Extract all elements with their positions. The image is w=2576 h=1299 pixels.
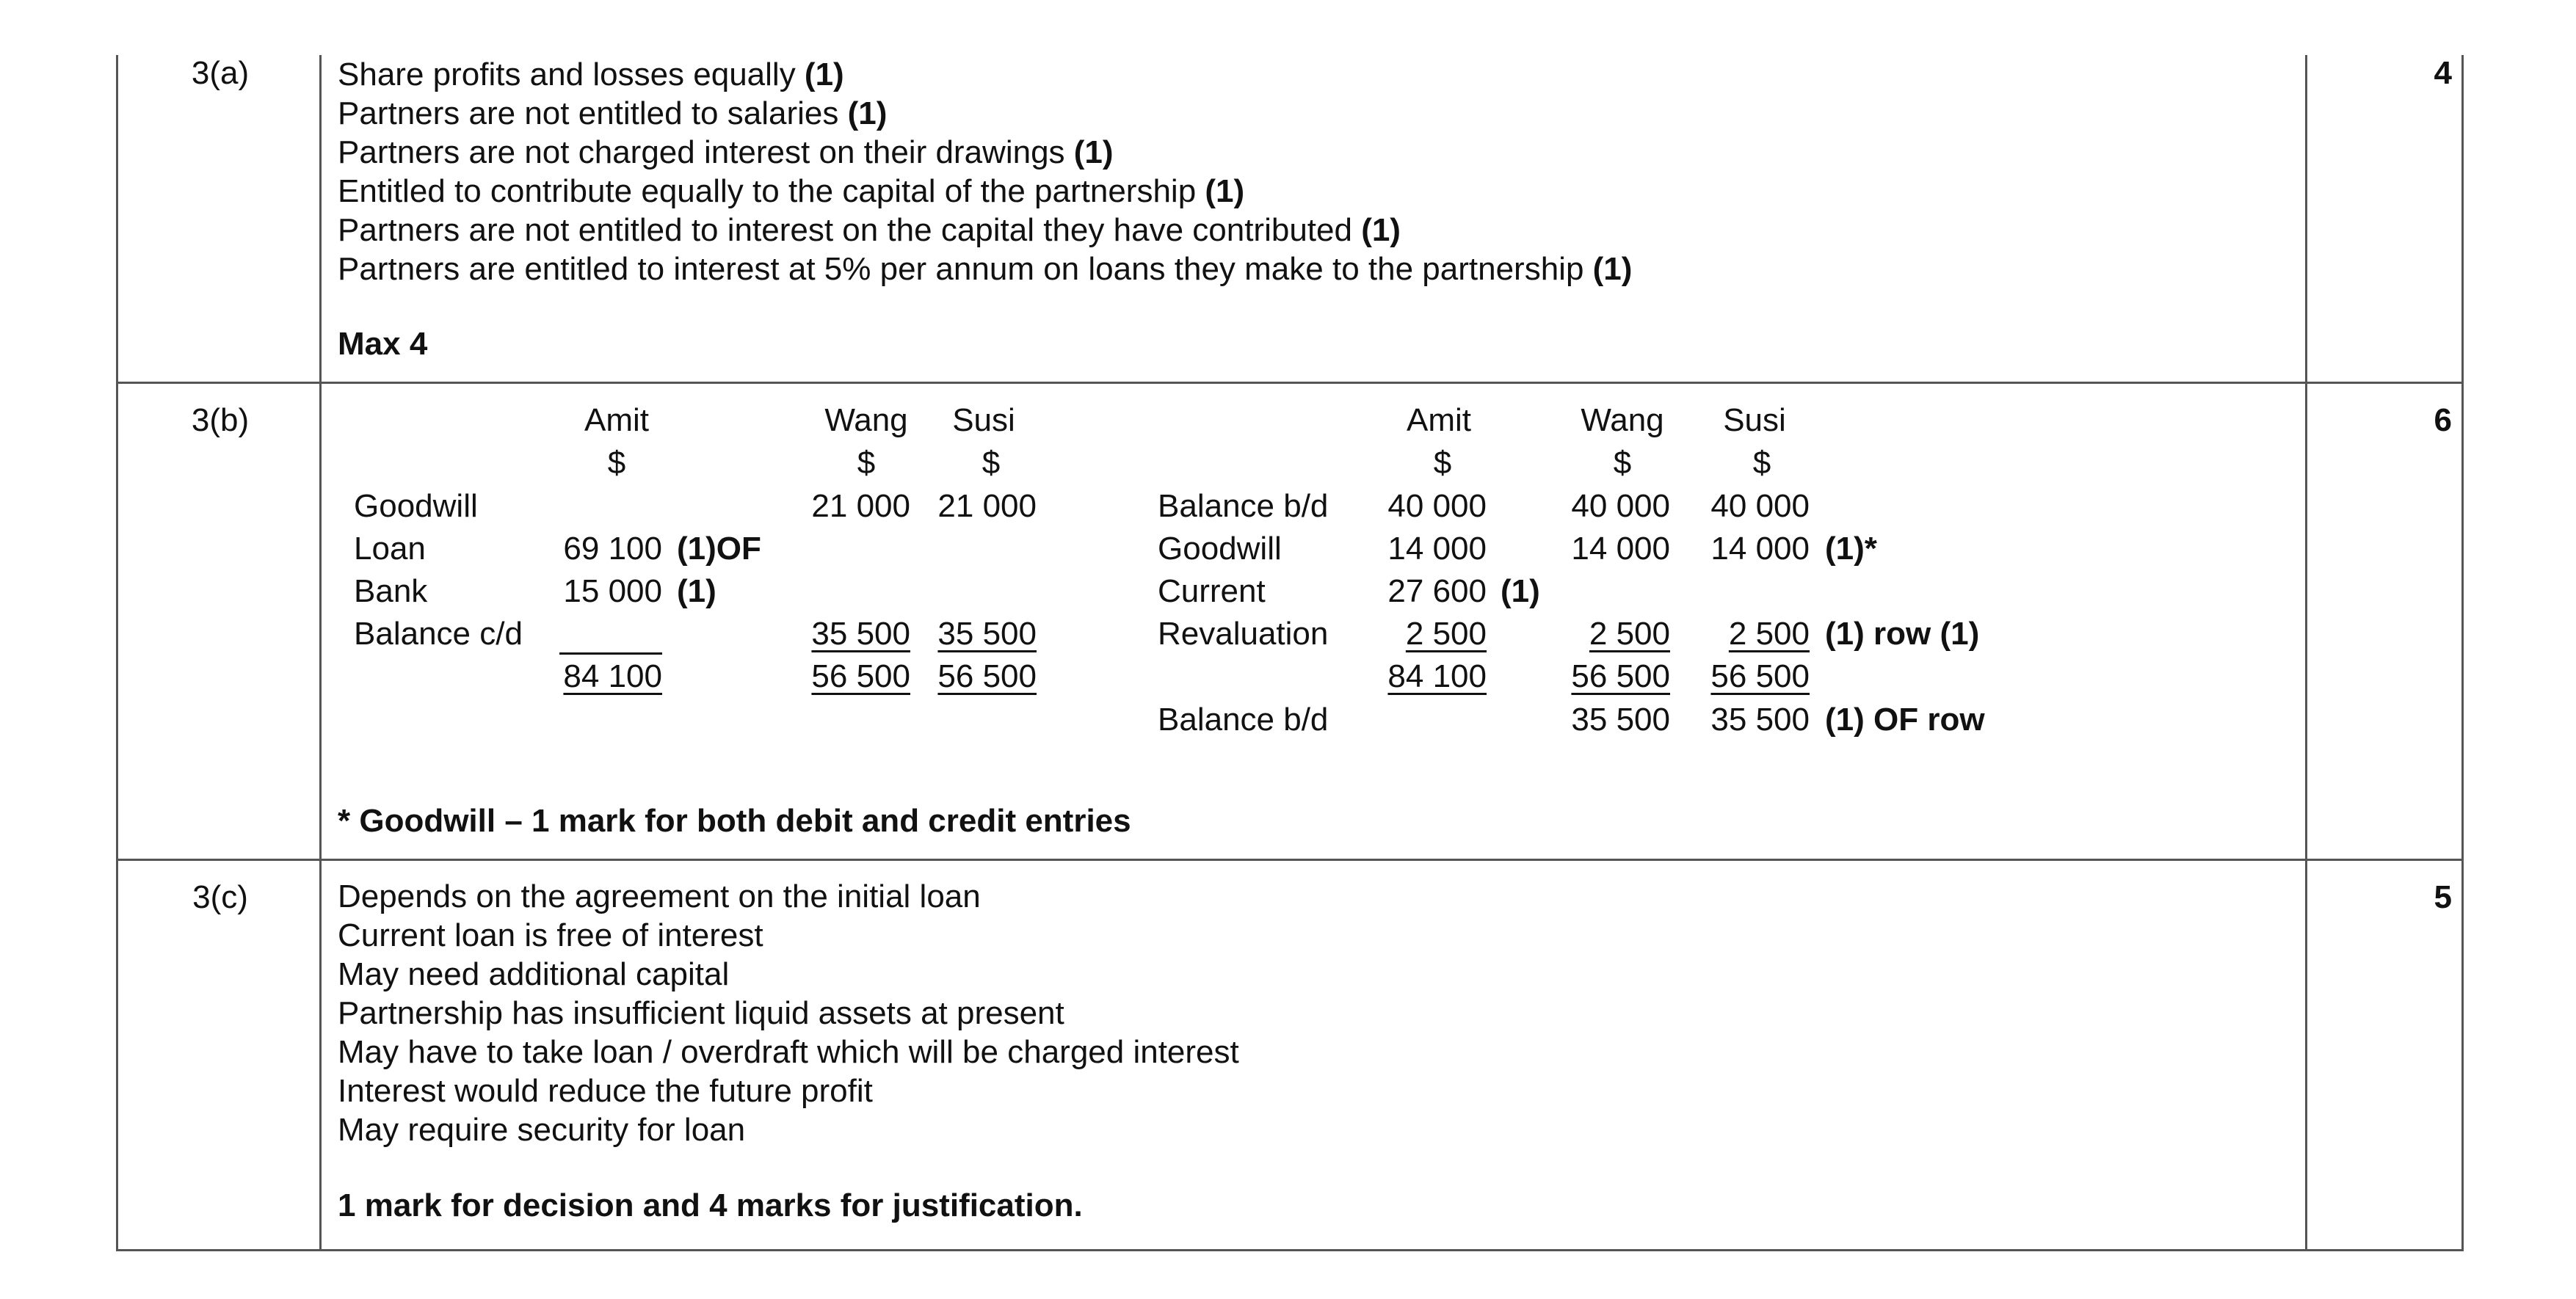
debit-bank-amit: 15 000 bbox=[563, 573, 662, 609]
note-3b: * Goodwill – 1 mark for both debit and credit entries bbox=[338, 803, 1131, 839]
debit-loan-mark: (1)OF bbox=[677, 531, 761, 567]
marks-3a: 4 bbox=[2434, 55, 2452, 91]
credit-balance-bd-amit: 40 000 bbox=[1387, 488, 1487, 524]
answer-line bbox=[338, 172, 1632, 211]
credit-balance-bd-susi: 40 000 bbox=[1710, 488, 1810, 524]
table-border-left bbox=[116, 55, 118, 1251]
mark-allocation: (1) bbox=[1361, 212, 1401, 248]
credit-header-susi: Susi bbox=[1723, 402, 1786, 438]
debit-goodwill-susi: 21 000 bbox=[937, 488, 1037, 524]
mark-allocation: (1) bbox=[1073, 134, 1114, 170]
answer-line: May require security for loan bbox=[338, 1112, 746, 1148]
answer-line bbox=[338, 250, 1632, 288]
answer-line: Interest would reduce the future profit bbox=[338, 1073, 873, 1109]
mark-allocation: (1) bbox=[804, 57, 844, 92]
debit-balance-cd-susi: 35 500 bbox=[937, 616, 1037, 652]
column-divider-question bbox=[319, 55, 322, 1251]
credit-total-susi: 56 500 bbox=[1710, 658, 1810, 694]
debit-header-susi: Susi bbox=[952, 402, 1015, 438]
answer-line: May need additional capital bbox=[338, 956, 730, 992]
row-divider-a-b bbox=[116, 382, 2464, 384]
answer-line: May have to take loan / overdraft which will be charged interest bbox=[338, 1034, 1239, 1070]
row-divider-b-c bbox=[116, 859, 2464, 861]
question-id-3b: 3(b) bbox=[191, 402, 250, 438]
answer-line bbox=[338, 211, 1632, 250]
answer-text: Partners are not entitled to salaries bbox=[338, 95, 848, 131]
credit-revaluation-mark: (1) row (1) bbox=[1825, 616, 1980, 652]
marks-3b: 6 bbox=[2434, 402, 2452, 438]
answer-line: Depends on the agreement on the initial loan bbox=[338, 878, 981, 914]
table-border-bottom bbox=[116, 1249, 2464, 1251]
credit-current-amit: 27 600 bbox=[1387, 573, 1487, 609]
debit-balance-cd-amit-rule bbox=[559, 652, 662, 655]
debit-header-wang: Wang bbox=[824, 402, 908, 438]
debit-loan-amit: 69 100 bbox=[563, 531, 662, 567]
note-3a: Max 4 bbox=[338, 326, 428, 362]
mark-allocation: (1) bbox=[1592, 251, 1633, 287]
credit-currency-susi: $ bbox=[1752, 445, 1771, 481]
answer-line: Partnership has insufficient liquid assets at present bbox=[338, 995, 1064, 1031]
debit-label-loan: Loan bbox=[354, 531, 426, 567]
table-border-right bbox=[2461, 55, 2464, 1251]
credit-label-balance-bd-closing: Balance b/d bbox=[1158, 702, 1329, 738]
note-3c: 1 mark for decision and 4 marks for justification. bbox=[338, 1187, 1083, 1223]
debit-currency-wang: $ bbox=[857, 445, 876, 481]
answer-text: Partners are not charged interest on their drawings bbox=[338, 134, 1074, 170]
debit-total-wang: 56 500 bbox=[811, 658, 910, 694]
answer-line bbox=[338, 55, 1632, 94]
marks-3c: 5 bbox=[2434, 879, 2452, 915]
credit-header-amit: Amit bbox=[1407, 402, 1471, 438]
credit-balance-bd-closing-mark: (1) OF row bbox=[1825, 702, 1985, 738]
credit-label-revaluation: Revaluation bbox=[1158, 616, 1329, 652]
debit-bank-mark: (1) bbox=[677, 573, 716, 609]
answer-text: Entitled to contribute equally to the capital of the partnership bbox=[338, 173, 1205, 209]
debit-header-amit: Amit bbox=[584, 402, 649, 438]
mark-allocation: (1) bbox=[1205, 173, 1245, 209]
credit-current-mark: (1) bbox=[1501, 573, 1540, 609]
debit-currency-susi: $ bbox=[982, 445, 1001, 481]
debit-total-susi: 56 500 bbox=[937, 658, 1037, 694]
credit-goodwill-wang: 14 000 bbox=[1571, 531, 1670, 567]
answer-text: Share profits and losses equally bbox=[338, 57, 805, 92]
credit-revaluation-susi: 2 500 bbox=[1728, 616, 1810, 652]
answer-list-3a bbox=[338, 55, 1632, 288]
debit-label-goodwill: Goodwill bbox=[354, 488, 478, 524]
answer-text: Partners are entitled to interest at 5% per annum on loans they make to the partnership bbox=[338, 251, 1593, 287]
credit-goodwill-mark: (1)* bbox=[1825, 531, 1877, 567]
credit-label-current: Current bbox=[1158, 573, 1266, 609]
question-id-3c: 3(c) bbox=[192, 879, 248, 915]
credit-balance-bd-wang: 40 000 bbox=[1571, 488, 1670, 524]
answer-text: Partners are not entitled to interest on the capital they have contributed bbox=[338, 212, 1362, 248]
credit-total-wang: 56 500 bbox=[1571, 658, 1670, 694]
credit-balance-bd-closing-wang: 35 500 bbox=[1571, 702, 1670, 738]
debit-label-bank: Bank bbox=[354, 573, 428, 609]
debit-total-amit: 84 100 bbox=[563, 658, 662, 694]
credit-revaluation-wang: 2 500 bbox=[1589, 616, 1670, 652]
credit-label-goodwill: Goodwill bbox=[1158, 531, 1282, 567]
debit-goodwill-wang: 21 000 bbox=[811, 488, 910, 524]
answer-line: Current loan is free of interest bbox=[338, 917, 763, 953]
credit-currency-amit: $ bbox=[1433, 445, 1452, 481]
answer-line bbox=[338, 94, 1632, 133]
answer-list-3c bbox=[338, 877, 1239, 1149]
credit-goodwill-amit: 14 000 bbox=[1387, 531, 1487, 567]
credit-total-amit: 84 100 bbox=[1387, 658, 1487, 694]
credit-header-wang: Wang bbox=[1581, 402, 1664, 438]
column-divider-marks bbox=[2305, 55, 2307, 1251]
credit-label-balance-bd: Balance b/d bbox=[1158, 488, 1329, 524]
question-id-3a: 3(a) bbox=[191, 55, 250, 91]
credit-currency-wang: $ bbox=[1613, 445, 1632, 481]
credit-goodwill-susi: 14 000 bbox=[1710, 531, 1810, 567]
mark-allocation: (1) bbox=[847, 95, 888, 131]
debit-balance-cd-wang: 35 500 bbox=[811, 616, 910, 652]
credit-revaluation-amit: 2 500 bbox=[1405, 616, 1487, 652]
credit-balance-bd-closing-susi: 35 500 bbox=[1710, 702, 1810, 738]
debit-label-balance-cd: Balance c/d bbox=[354, 616, 523, 652]
debit-currency-amit: $ bbox=[607, 445, 626, 481]
answer-line bbox=[338, 133, 1632, 172]
